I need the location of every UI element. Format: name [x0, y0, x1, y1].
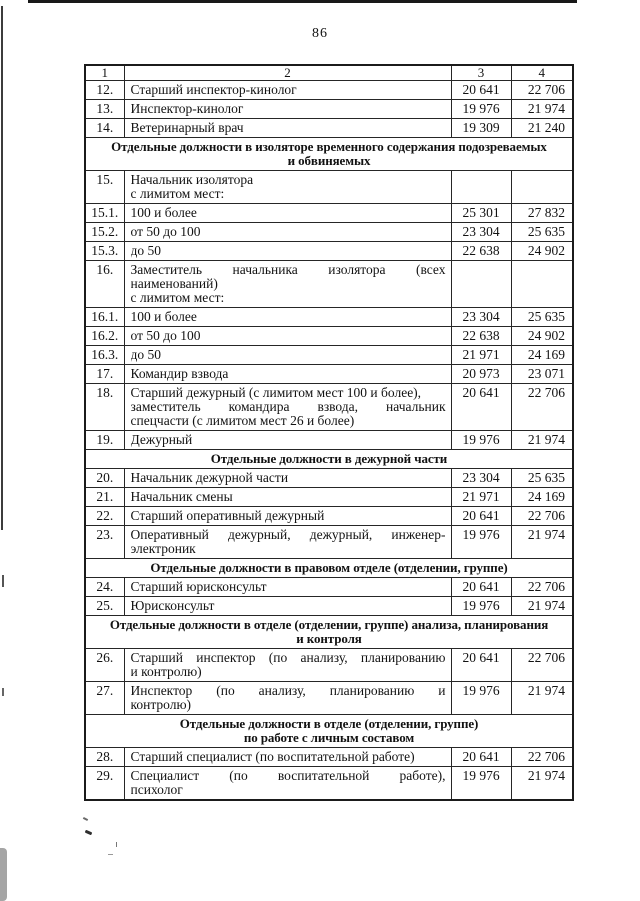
position-name-cell — [124, 308, 451, 327]
salary-col4-cell: 22 706 — [511, 578, 573, 597]
row-number-cell: 25. — [85, 597, 124, 616]
row-number-cell: 26. — [85, 649, 124, 682]
row-number-cell: 27. — [85, 682, 124, 715]
text-line: и контролю) — [130, 665, 202, 679]
position-name-cell — [124, 204, 451, 223]
salary-col3-cell: 20 641 — [451, 507, 511, 526]
position-name-cell — [124, 488, 451, 507]
row-number-cell: 29. — [85, 767, 124, 801]
salary-col3-cell: 19 976 — [451, 682, 511, 715]
salary-col4-cell — [511, 171, 573, 204]
position-row — [85, 204, 573, 223]
salary-col3-cell: 19 976 — [451, 100, 511, 119]
text-line: Юрисконсульт — [130, 599, 215, 613]
positions-salary-table — [84, 64, 574, 801]
position-name-cell — [124, 365, 451, 384]
row-number-cell: 16. — [85, 261, 124, 308]
table-header — [85, 65, 573, 81]
position-name-cell — [124, 682, 451, 715]
text-line: с лимитом мест: — [130, 187, 225, 201]
text-line: Инспектор (по анализу, планированию и — [130, 684, 446, 698]
section-header-cell — [85, 450, 573, 469]
text-line: Командир взвода — [130, 367, 229, 381]
position-name-cell — [124, 171, 451, 204]
scan-artifact — [2, 575, 4, 587]
column-header-cell: 3 — [451, 65, 511, 81]
section-header-cell — [85, 559, 573, 578]
text-line: Старший юрисконсульт — [130, 580, 267, 594]
salary-col3-cell: 22 638 — [451, 327, 511, 346]
text-line: Старший инспектор (по анализу, планированию — [130, 651, 446, 665]
salary-col4-cell: 21 240 — [511, 119, 573, 138]
position-name-cell — [124, 119, 451, 138]
position-name-cell — [124, 100, 451, 119]
text-line: Старший специалист (по воспитательной работе) — [130, 750, 415, 764]
text-line: контролю) — [130, 698, 192, 712]
position-name-cell — [124, 223, 451, 242]
salary-col3-cell: 19 976 — [451, 431, 511, 450]
salary-col3-cell — [451, 261, 511, 308]
text-line: Старший инспектор-кинолог — [130, 83, 297, 97]
salary-col3-cell: 19 976 — [451, 597, 511, 616]
position-row — [85, 308, 573, 327]
row-number-cell: 19. — [85, 431, 124, 450]
salary-col4-cell: 24 902 — [511, 327, 573, 346]
position-row — [85, 526, 573, 559]
salary-col4-cell: 27 832 — [511, 204, 573, 223]
text-line: психолог — [130, 783, 183, 797]
column-number-row — [85, 65, 573, 81]
position-row — [85, 81, 573, 100]
section-header-cell — [85, 715, 573, 748]
salary-col3-cell: 25 301 — [451, 204, 511, 223]
position-row — [85, 171, 573, 204]
section-row — [85, 138, 573, 171]
scan-edge-artifact-top — [28, 0, 577, 3]
salary-col4-cell: 24 169 — [511, 488, 573, 507]
position-name-cell — [124, 578, 451, 597]
salary-col3-cell: 21 971 — [451, 346, 511, 365]
position-name-cell — [124, 469, 451, 488]
text-line: Отдельные должности в отделе (отделении, группе) — [179, 717, 479, 731]
salary-col4-cell — [511, 261, 573, 308]
position-row — [85, 242, 573, 261]
position-name-cell — [124, 649, 451, 682]
row-number-cell: 15.3. — [85, 242, 124, 261]
scan-artifact — [2, 688, 4, 696]
salary-col3-cell: 20 641 — [451, 384, 511, 431]
position-row — [85, 469, 573, 488]
salary-col4-cell: 21 974 — [511, 682, 573, 715]
position-row — [85, 119, 573, 138]
salary-col4-cell: 24 169 — [511, 346, 573, 365]
text-line: Отдельные должности в отделе (отделении, группе) анализа, планирования — [109, 618, 549, 632]
position-row — [85, 223, 573, 242]
row-number-cell: 16.2. — [85, 327, 124, 346]
salary-col3-cell: 21 971 — [451, 488, 511, 507]
scan-artifact — [116, 842, 117, 847]
salary-col3-cell: 23 304 — [451, 223, 511, 242]
text-line: Инспектор-кинолог — [130, 102, 244, 116]
text-line: Начальник изолятора — [130, 173, 254, 187]
row-number-cell: 14. — [85, 119, 124, 138]
row-number-cell: 13. — [85, 100, 124, 119]
scan-artifact — [0, 848, 7, 901]
text-line: Заместитель начальника изолятора (всех — [130, 263, 446, 277]
salary-col3-cell: 20 641 — [451, 649, 511, 682]
text-line: Дежурный — [130, 433, 193, 447]
salary-col4-cell: 21 974 — [511, 767, 573, 801]
row-number-cell: 16.1. — [85, 308, 124, 327]
row-number-cell: 16.3. — [85, 346, 124, 365]
salary-col4-cell: 22 706 — [511, 507, 573, 526]
row-number-cell: 20. — [85, 469, 124, 488]
scan-artifact — [108, 854, 113, 855]
section-header-cell — [85, 616, 573, 649]
salary-col3-cell: 22 638 — [451, 242, 511, 261]
section-row — [85, 616, 573, 649]
text-line: заместитель командира взвода, начальник — [130, 400, 446, 414]
row-number-cell: 12. — [85, 81, 124, 100]
position-row — [85, 578, 573, 597]
section-row — [85, 450, 573, 469]
salary-col4-cell: 23 071 — [511, 365, 573, 384]
text-line: Отдельные должности в дежурной части — [210, 452, 448, 466]
position-row — [85, 748, 573, 767]
position-row — [85, 649, 573, 682]
position-name-cell — [124, 597, 451, 616]
salary-col3-cell: 23 304 — [451, 308, 511, 327]
salary-col3-cell: 20 641 — [451, 81, 511, 100]
text-line: электроник — [130, 542, 196, 556]
text-line: наименований) — [130, 277, 218, 291]
position-row — [85, 682, 573, 715]
position-name-cell — [124, 507, 451, 526]
text-line: до 50 — [130, 244, 161, 258]
text-line: Отдельные должности в правовом отделе (отделении, группе) — [150, 561, 508, 575]
scan-artifact — [83, 817, 88, 821]
row-number-cell: 22. — [85, 507, 124, 526]
position-row — [85, 100, 573, 119]
position-row — [85, 488, 573, 507]
position-row — [85, 261, 573, 308]
text-line: по работе с личным составом — [243, 731, 415, 745]
position-name-cell — [124, 346, 451, 365]
position-name-cell — [124, 81, 451, 100]
scan-artifact — [85, 830, 93, 836]
position-name-cell — [124, 748, 451, 767]
scan-edge-artifact-left — [1, 6, 3, 530]
salary-col3-cell — [451, 171, 511, 204]
column-header-cell: 4 — [511, 65, 573, 81]
row-number-cell: 18. — [85, 384, 124, 431]
text-line: и обвиняемых — [287, 154, 371, 168]
position-name-cell — [124, 242, 451, 261]
text-line: Оперативный дежурный, дежурный, инженер- — [130, 528, 446, 542]
salary-col4-cell: 21 974 — [511, 597, 573, 616]
position-row — [85, 767, 573, 801]
salary-col4-cell: 24 902 — [511, 242, 573, 261]
text-line: с лимитом мест: — [130, 291, 225, 305]
section-row — [85, 715, 573, 748]
salary-col4-cell: 25 635 — [511, 469, 573, 488]
text-line: 100 и более — [130, 206, 197, 220]
salary-col4-cell: 22 706 — [511, 81, 573, 100]
position-name-cell — [124, 384, 451, 431]
row-number-cell: 15.2. — [85, 223, 124, 242]
salary-col3-cell: 19 976 — [451, 526, 511, 559]
position-row — [85, 507, 573, 526]
salary-col4-cell: 25 635 — [511, 308, 573, 327]
text-line: Начальник дежурной части — [130, 471, 289, 485]
salary-col4-cell: 22 706 — [511, 649, 573, 682]
row-number-cell: 24. — [85, 578, 124, 597]
text-line: и контроля — [296, 632, 362, 646]
column-header-cell: 1 — [85, 65, 124, 81]
position-row — [85, 346, 573, 365]
position-row — [85, 597, 573, 616]
position-name-cell — [124, 327, 451, 346]
salary-col3-cell: 20 641 — [451, 748, 511, 767]
text-line: до 50 — [130, 348, 161, 362]
table-body — [85, 81, 573, 801]
salary-col3-cell: 20 641 — [451, 578, 511, 597]
row-number-cell: 15. — [85, 171, 124, 204]
salary-col4-cell: 21 974 — [511, 100, 573, 119]
section-row — [85, 559, 573, 578]
position-name-cell — [124, 767, 451, 801]
salary-col3-cell: 20 973 — [451, 365, 511, 384]
text-line: Специалист (по воспитательной работе), — [130, 769, 446, 783]
text-line: Начальник смены — [130, 490, 233, 504]
text-line: от 50 до 100 — [130, 225, 201, 239]
row-number-cell: 23. — [85, 526, 124, 559]
salary-col4-cell: 25 635 — [511, 223, 573, 242]
position-name-cell — [124, 526, 451, 559]
row-number-cell: 15.1. — [85, 204, 124, 223]
salary-col4-cell: 21 974 — [511, 431, 573, 450]
position-row — [85, 365, 573, 384]
position-name-cell — [124, 261, 451, 308]
salary-col4-cell: 22 706 — [511, 384, 573, 431]
position-row — [85, 384, 573, 431]
text-line: от 50 до 100 — [130, 329, 201, 343]
position-row — [85, 431, 573, 450]
salary-col3-cell: 19 976 — [451, 767, 511, 801]
text-line: Старший дежурный (с лимитом мест 100 и более), — [130, 386, 422, 400]
salary-col3-cell: 19 309 — [451, 119, 511, 138]
salary-col3-cell: 23 304 — [451, 469, 511, 488]
column-header-cell: 2 — [124, 65, 451, 81]
salary-col4-cell: 21 974 — [511, 526, 573, 559]
position-row — [85, 327, 573, 346]
position-name-cell — [124, 431, 451, 450]
text-line: Ветеринарный врач — [130, 121, 244, 135]
salary-col4-cell: 22 706 — [511, 748, 573, 767]
page-number: 86 — [312, 26, 328, 41]
text-line: Старший оперативный дежурный — [130, 509, 325, 523]
row-number-cell: 28. — [85, 748, 124, 767]
section-header-cell — [85, 138, 573, 171]
row-number-cell: 17. — [85, 365, 124, 384]
text-line: 100 и более — [130, 310, 197, 324]
text-line: спецчасти (с лимитом мест 26 и более) — [130, 414, 355, 428]
row-number-cell: 21. — [85, 488, 124, 507]
text-line: Отдельные должности в изоляторе временного содержания подозреваемых — [111, 140, 547, 154]
